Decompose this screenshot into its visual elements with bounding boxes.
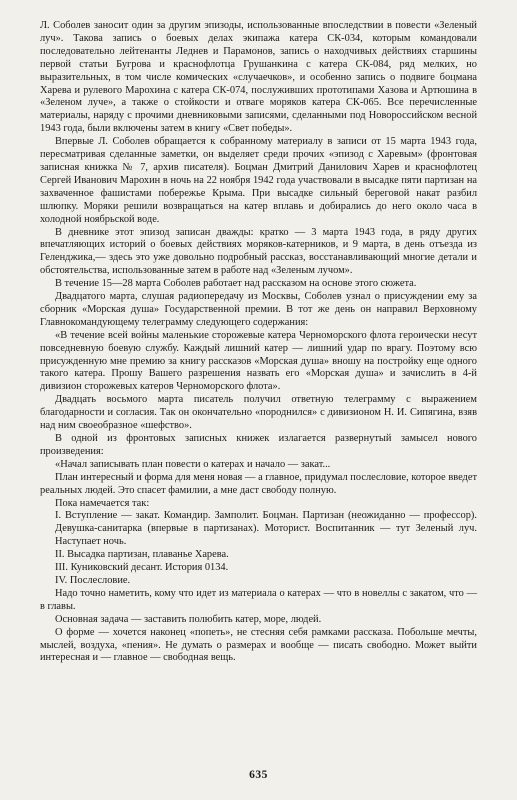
page-number: 635 bbox=[249, 769, 268, 781]
diary-quote: Надо точно наметить, кому что идет из материала о катерах — что в новеллы с закатом, что — в главы. bbox=[40, 587, 477, 612]
diary-quote: «Начал записывать план повести о катерах и начало — закат... bbox=[55, 458, 331, 470]
outline-item: IV. Послесловие. bbox=[55, 574, 131, 586]
diary-quote: Основная задача — заставить полюбить катер, море, людей. bbox=[55, 613, 322, 625]
diary-quote: План интересный и форма для меня новая — а главное, придумал послесловие, которое введет реальных людей. Это спасет фамилии, а мне даст свободу полную. bbox=[40, 471, 477, 496]
quoted-telegram: «В течение всей войны маленькие сторожевые катера Черноморского флота героически несут повседневную боевую службу. Каждый лишний катер — лишний удар по врагу. Поэтому всю присужденную мне премию за книгу рассказов «Морская душа» вношу на постройку еще одного такого катера. Прошу Вашего разрешения назвать его «Морская душа» и зачислить в 4-й дивизион сторожевых катеров Черноморского флота». bbox=[40, 329, 477, 393]
diary-quote: Пока намечается так: bbox=[55, 497, 150, 509]
diary-quote: О форме — хочется наконец «попеть», не стесняя себя рамками рассказа. Побольше мечты, мыслей, воздуха, «пения». Не думать о размерах и вообще — писать свободно. Может выйти интересная и — главное — свободная вещь. bbox=[40, 626, 477, 664]
paragraph: Л. Соболев заносит один за другим эпизоды, использованные впоследствии в повести «Зеленый луч». Такова запись о боевых делах экипажа катера СК-034, которым командовали последовательно лейтенанты Леднев и Парамонов, запись о находчивых действиях старшины первой статьи Бугрова и краснофлотца Грушанкина с катера СК-084, ряд мелких, но выразительных, в том числе комических «случаечков», и особенно запись о подвиге боцмана Харева и рулевого Марохина с катера СК-074, послуживших прототипами Хазова и Артюшина в «Зеленом луче», а также о стойкости и отваге моряков катера СК-065. Все перечисленные материалы, наряду с прочими дневниковыми записями, сделанными под Новороссийском весной 1943 года, были включены затем в книгу «Свет победы». bbox=[40, 20, 477, 135]
outline-item: I. Вступление — закат. Командир. Замполит. Боцман. Партизан (неожиданно — профессор). Девушка-санитарка (впервые в партизанах). Моторист. Воспитанник — тут Зеленый луч. Наступает ночь. bbox=[55, 510, 477, 548]
paragraph: Впервые Л. Соболев обращается к собранному материалу в записи от 15 марта 1943 года, пересматривая сделанные заметки, он выделяет среди прочих «эпизод с Харевым» (фронтовая записная книжка № 7, архив писателя). Боцман Дмитрий Данилович Харев и краснофлотец Сергей Иванович Марохин в ночь на 22 ноября 1942 года участвовали в высадке пяти партизан на захваченное фашистами побережье Крыма. При высадке сильный береговой накат разбил шлюпку. Моряки решили возвращаться на катер вплавь и добирались до него около часа в холодной ноябрьской воде. bbox=[40, 136, 477, 225]
body-text bbox=[40, 20, 477, 665]
outline-item: III. Куниковский десант. История 0134. bbox=[55, 562, 229, 574]
paragraph: Двадцатого марта, слушая радиопередачу из Москвы, Соболев узнал о присуждении ему за сборник «Морская душа» Государственной премии. В тот же день он направил Верховному Главнокомандующему телеграмму следующего содержания: bbox=[40, 291, 477, 328]
paragraph: Двадцать восьмого марта писатель получил ответную телеграмму с выражением благодарности и согласия. Так он окончательно «породнился» с дивизионом Н. И. Сипягина, взяв над ним своеобразное «шефство». bbox=[40, 394, 477, 432]
paragraph: В дневнике этот эпизод записан дважды: кратко — 3 марта 1943 года, в ряду других впечатляющих историй о боевых действиях моряков-катерников, и 9 марта, в день отъезда из Геленджика,— здесь это уже довольно подробный рассказ, восстанавливающий многие детали и обстоятельства, использованные затем в работе над «Зеленым лучом». bbox=[40, 226, 477, 277]
outline-item: II. Высадка партизан, плаванье Харева. bbox=[55, 549, 229, 561]
paragraph: В течение 15—28 марта Соболев работает над рассказом на основе этого сюжета. bbox=[55, 278, 417, 290]
paragraph: В одной из фронтовых записных книжек излагается развернутый замысел нового произведения: bbox=[40, 433, 477, 457]
